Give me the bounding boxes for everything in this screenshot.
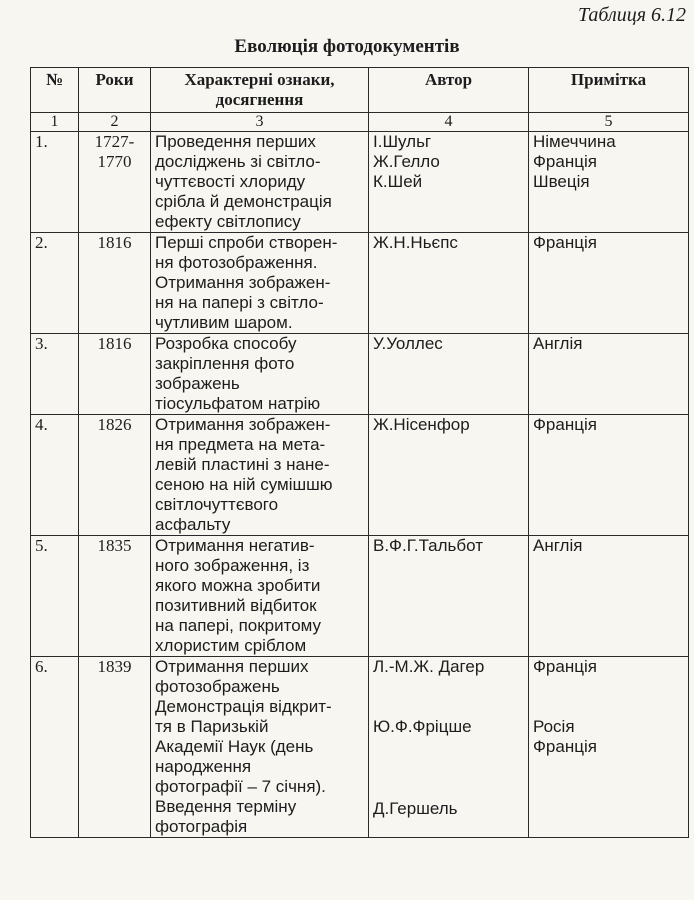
- row-number: 1.: [31, 132, 79, 233]
- row-author: [369, 334, 529, 415]
- row-number: 2.: [31, 233, 79, 334]
- table-row: [31, 415, 689, 536]
- row-years: 1839: [79, 657, 151, 838]
- author-name: В.Ф.Г.Тальбот: [373, 536, 484, 555]
- column-number: 1: [31, 113, 79, 132]
- header-features-line2: досягнення: [215, 90, 304, 109]
- table-row: [31, 233, 689, 334]
- note-country: Франція: [533, 657, 597, 676]
- note-country: Англія: [533, 334, 583, 353]
- column-numbers-row: [31, 113, 689, 132]
- author-name: К.Шей: [373, 172, 423, 191]
- evolution-table: [30, 67, 689, 838]
- row-description: [151, 233, 369, 334]
- row-note: [529, 334, 689, 415]
- row-description: [151, 334, 369, 415]
- author-name: Л.-М.Ж. Дагер: [373, 657, 485, 676]
- row-years: 1826: [79, 415, 151, 536]
- table-row: [31, 536, 689, 657]
- description-line: Отримання негатив-: [155, 536, 315, 555]
- header-note: Примітка: [529, 68, 689, 113]
- table-title: Еволюція фотодокументів: [234, 36, 460, 57]
- description-line: фотографія: [155, 817, 248, 836]
- row-number: 5.: [31, 536, 79, 657]
- author-name: Ж.Нісенфор: [373, 415, 470, 434]
- description-line: світлочуттєвого: [155, 495, 279, 514]
- column-number: 3: [151, 113, 369, 132]
- author-name: Ю.Ф.Фріцше: [373, 717, 472, 736]
- row-description: [151, 657, 369, 838]
- column-number: 4: [369, 113, 529, 132]
- description-line: срібла й демонстрація: [155, 192, 332, 211]
- header-years: Роки: [79, 68, 151, 113]
- row-author: [369, 415, 529, 536]
- description-line: ня фотозображення.: [155, 253, 318, 272]
- header-author: Автор: [369, 68, 529, 113]
- row-note: [529, 415, 689, 536]
- row-note: [529, 536, 689, 657]
- note-country: Франція: [533, 152, 597, 171]
- author-name: У.Уоллес: [373, 334, 443, 353]
- row-years: [79, 132, 151, 233]
- description-line: ного зображення, із: [155, 556, 310, 575]
- description-line: чуттєвості хлориду: [155, 172, 306, 191]
- row-number: 6.: [31, 657, 79, 838]
- description-line: позитивний відбиток: [155, 596, 317, 615]
- author-name: Ж.Гелло: [373, 152, 440, 171]
- description-line: сеною на ній сумішшю: [155, 475, 333, 494]
- header-features: [151, 68, 369, 113]
- note-country: Швеція: [533, 172, 590, 191]
- header-row: [31, 68, 689, 113]
- description-line: народження: [155, 757, 252, 776]
- description-line: чутливим шаром.: [155, 313, 293, 332]
- description-line: Демонстрація відкрит-: [155, 697, 332, 716]
- description-line: фотографії – 7 січня).: [155, 777, 326, 796]
- description-line: Отримання зображен-: [155, 415, 331, 434]
- table-row: [31, 657, 689, 838]
- note-country: Франція: [533, 415, 597, 434]
- description-line: Проведення перших: [155, 132, 316, 151]
- year-end: 1770: [97, 152, 132, 171]
- description-line: Отримання перших: [155, 657, 309, 676]
- row-author: [369, 657, 529, 838]
- row-author: [369, 536, 529, 657]
- description-line: закріплення фото: [155, 354, 295, 373]
- row-years: 1835: [79, 536, 151, 657]
- row-author: [369, 233, 529, 334]
- row-years: 1816: [79, 334, 151, 415]
- description-line: тя в Паризькій: [155, 717, 269, 736]
- description-line: хлористим сріблом: [155, 636, 307, 655]
- description-line: зображень: [155, 374, 240, 393]
- row-description: [151, 415, 369, 536]
- column-number: 2: [79, 113, 151, 132]
- header-no: №: [31, 68, 79, 113]
- description-line: Розробка способу: [155, 334, 297, 353]
- note-country: Франція: [533, 233, 597, 252]
- table-number: Таблиця 6.12: [578, 4, 686, 26]
- row-years: 1816: [79, 233, 151, 334]
- author-name: Ж.Н.Ньєпс: [373, 233, 458, 252]
- description-line: на папері, покритому: [155, 616, 322, 635]
- table-row: [31, 334, 689, 415]
- row-number: 3.: [31, 334, 79, 415]
- row-note: [529, 657, 689, 838]
- description-line: Перші спроби створен-: [155, 233, 338, 252]
- description-line: Отримання зображен-: [155, 273, 331, 292]
- note-country: Англія: [533, 536, 583, 555]
- note-country: Німеччина: [533, 132, 616, 151]
- row-author: [369, 132, 529, 233]
- author-name: Д.Гершель: [373, 799, 458, 818]
- author-name: І.Шульг: [373, 132, 432, 151]
- row-note: [529, 233, 689, 334]
- note-country: Росія: [533, 717, 575, 736]
- row-description: [151, 132, 369, 233]
- description-line: ня предмета на мета-: [155, 435, 326, 454]
- header-features-line1: Характерні ознаки,: [184, 70, 335, 89]
- table-row: [31, 132, 689, 233]
- description-line: Введення терміну: [155, 797, 297, 816]
- description-line: Академії Наук (день: [155, 737, 314, 756]
- note-country: Франція: [533, 737, 597, 756]
- row-note: [529, 132, 689, 233]
- description-line: якого можна зробити: [155, 576, 321, 595]
- row-number: 4.: [31, 415, 79, 536]
- row-description: [151, 536, 369, 657]
- description-line: фотозображень: [155, 677, 280, 696]
- description-line: ефекту світлопису: [155, 212, 301, 231]
- column-number: 5: [529, 113, 689, 132]
- description-line: тіосульфатом натрію: [155, 394, 321, 413]
- description-line: асфальту: [155, 515, 231, 534]
- description-line: левій пластині з нане-: [155, 455, 330, 474]
- description-line: досліджень зі світло-: [155, 152, 321, 171]
- year-start: 1727-: [94, 132, 135, 151]
- description-line: ня на папері з світло-: [155, 293, 324, 312]
